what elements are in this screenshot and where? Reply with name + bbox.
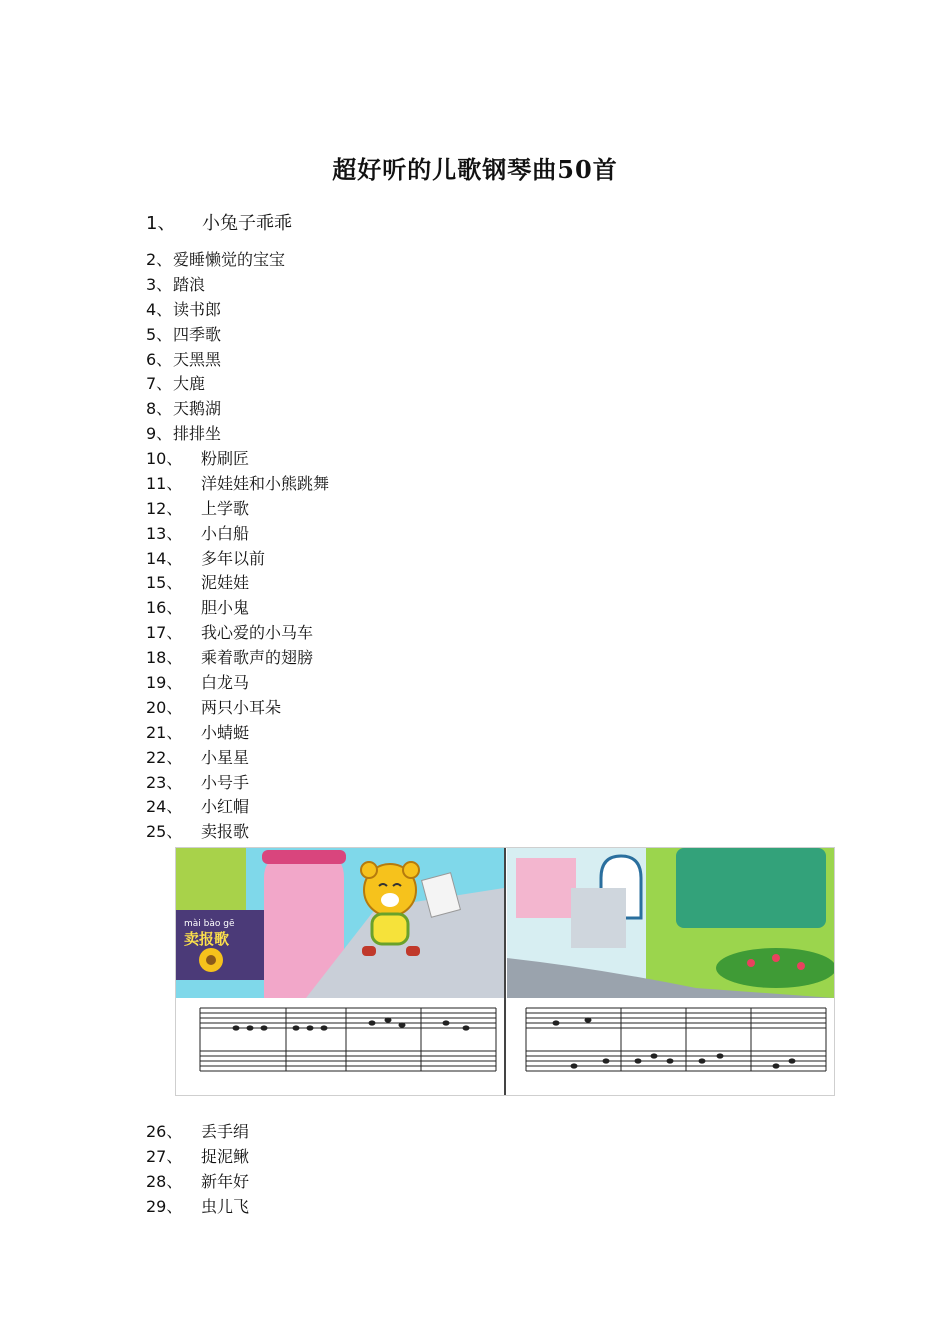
list-item [146,348,285,373]
song-number: 5、 [146,324,173,344]
song-number: 26、 [146,1122,183,1141]
song-title: 小兔子乖乖 [202,213,292,234]
song-number: 7、 [146,374,173,394]
list-item [146,621,329,646]
green-tower [176,848,246,918]
song-number: 20、 [146,697,183,717]
list-item [146,248,285,273]
song-number: 6、 [146,349,173,369]
song-title: 上学歌 [201,498,250,518]
list-item [146,1195,249,1220]
song-title: 读书郎 [173,299,222,319]
list-item [146,795,329,820]
song-number: 4、 [146,299,173,319]
song-title: 乘着歌声的翅膀 [201,648,314,668]
song-title: 洋娃娃和小熊跳舞 [201,473,330,493]
song-title: 泥娃娃 [201,573,250,593]
song-title: 胆小鬼 [201,598,250,618]
page-title: 超好听的儿歌钢琴曲50首 [332,155,618,184]
list-item [146,696,329,721]
song-number: 27、 [146,1146,183,1166]
list-item [146,1145,249,1170]
list-item [146,422,285,447]
song-number: 17、 [146,623,183,643]
song-title: 粉刷匠 [201,449,250,468]
song-number: 24、 [146,797,183,817]
song-list-part-1 [146,248,285,447]
pink-shop [516,858,576,918]
song-title: 两只小耳朵 [201,697,282,717]
song-title: 小红帽 [201,797,250,817]
song-title: 排排坐 [173,424,222,444]
list-item [146,323,285,348]
song-item-1 [146,211,292,237]
song-title: 捉泥鳅 [201,1146,250,1166]
song-number: 9、 [146,424,173,444]
song-title: 白龙马 [201,673,250,693]
list-item [146,1170,249,1195]
song-number: 15、 [146,573,183,593]
song-title: 大鹿 [173,374,206,394]
list-item [146,273,285,298]
song-title: 多年以前 [201,548,266,568]
list-item [146,522,329,547]
list-item [146,571,329,596]
song-number: 29、 [146,1196,183,1216]
song-title: 小号手 [201,772,250,792]
song-number: 22、 [146,747,183,767]
sign-song-title: 卖报歌 [184,930,230,948]
song-number: 18、 [146,648,183,668]
sheet-music-illustration [175,847,835,1096]
song-title: 虫儿飞 [201,1196,250,1216]
sign-pinyin: mài bào gē [184,919,235,929]
list-item [146,547,329,572]
list-item [146,497,329,522]
song-title: 四季歌 [173,324,222,344]
song-number: 10、 [146,449,183,468]
list-item [146,771,329,796]
song-number: 28、 [146,1171,183,1191]
list-item [146,646,329,671]
list-item [146,671,329,696]
song-title: 我心爱的小马车 [201,623,314,643]
song-title: 天鹅湖 [173,399,222,419]
song-list-part-3 [146,1120,249,1220]
pink-house-roof [262,850,346,864]
song-number: 8、 [146,399,173,419]
list-item [146,298,285,323]
song-title: 小白船 [201,523,250,543]
song-number: 25、 [146,822,183,842]
song-list-part-2 [146,447,329,845]
list-item [146,447,329,472]
song-title: 丢手绢 [201,1122,250,1141]
bushes [716,948,834,988]
list-item [146,820,329,845]
list-item [146,397,285,422]
song-number: 13、 [146,523,183,543]
song-number: 11、 [146,473,183,493]
list-item [146,746,329,771]
song-number: 23、 [146,772,183,792]
song-title: 天黑黑 [173,349,222,369]
song-number: 1、 [146,213,176,234]
song-title: 小星星 [201,747,250,767]
song-title: 小蜻蜓 [201,722,250,742]
song-title: 爱睡懒觉的宝宝 [173,250,286,269]
song-number: 16、 [146,598,183,618]
song-title: 新年好 [201,1171,250,1191]
list-item [146,1120,249,1145]
song-number: 2、 [146,250,173,269]
list-item [146,596,329,621]
song-number: 3、 [146,274,173,294]
song-number: 14、 [146,548,183,568]
song-title: 踏浪 [173,274,206,294]
list-item [146,721,329,746]
song-number: 21、 [146,722,183,742]
song-number: 12、 [146,498,183,518]
song-number: 19、 [146,673,183,693]
list-item [146,472,329,497]
list-item [146,372,285,397]
song-title: 卖报歌 [201,822,250,842]
